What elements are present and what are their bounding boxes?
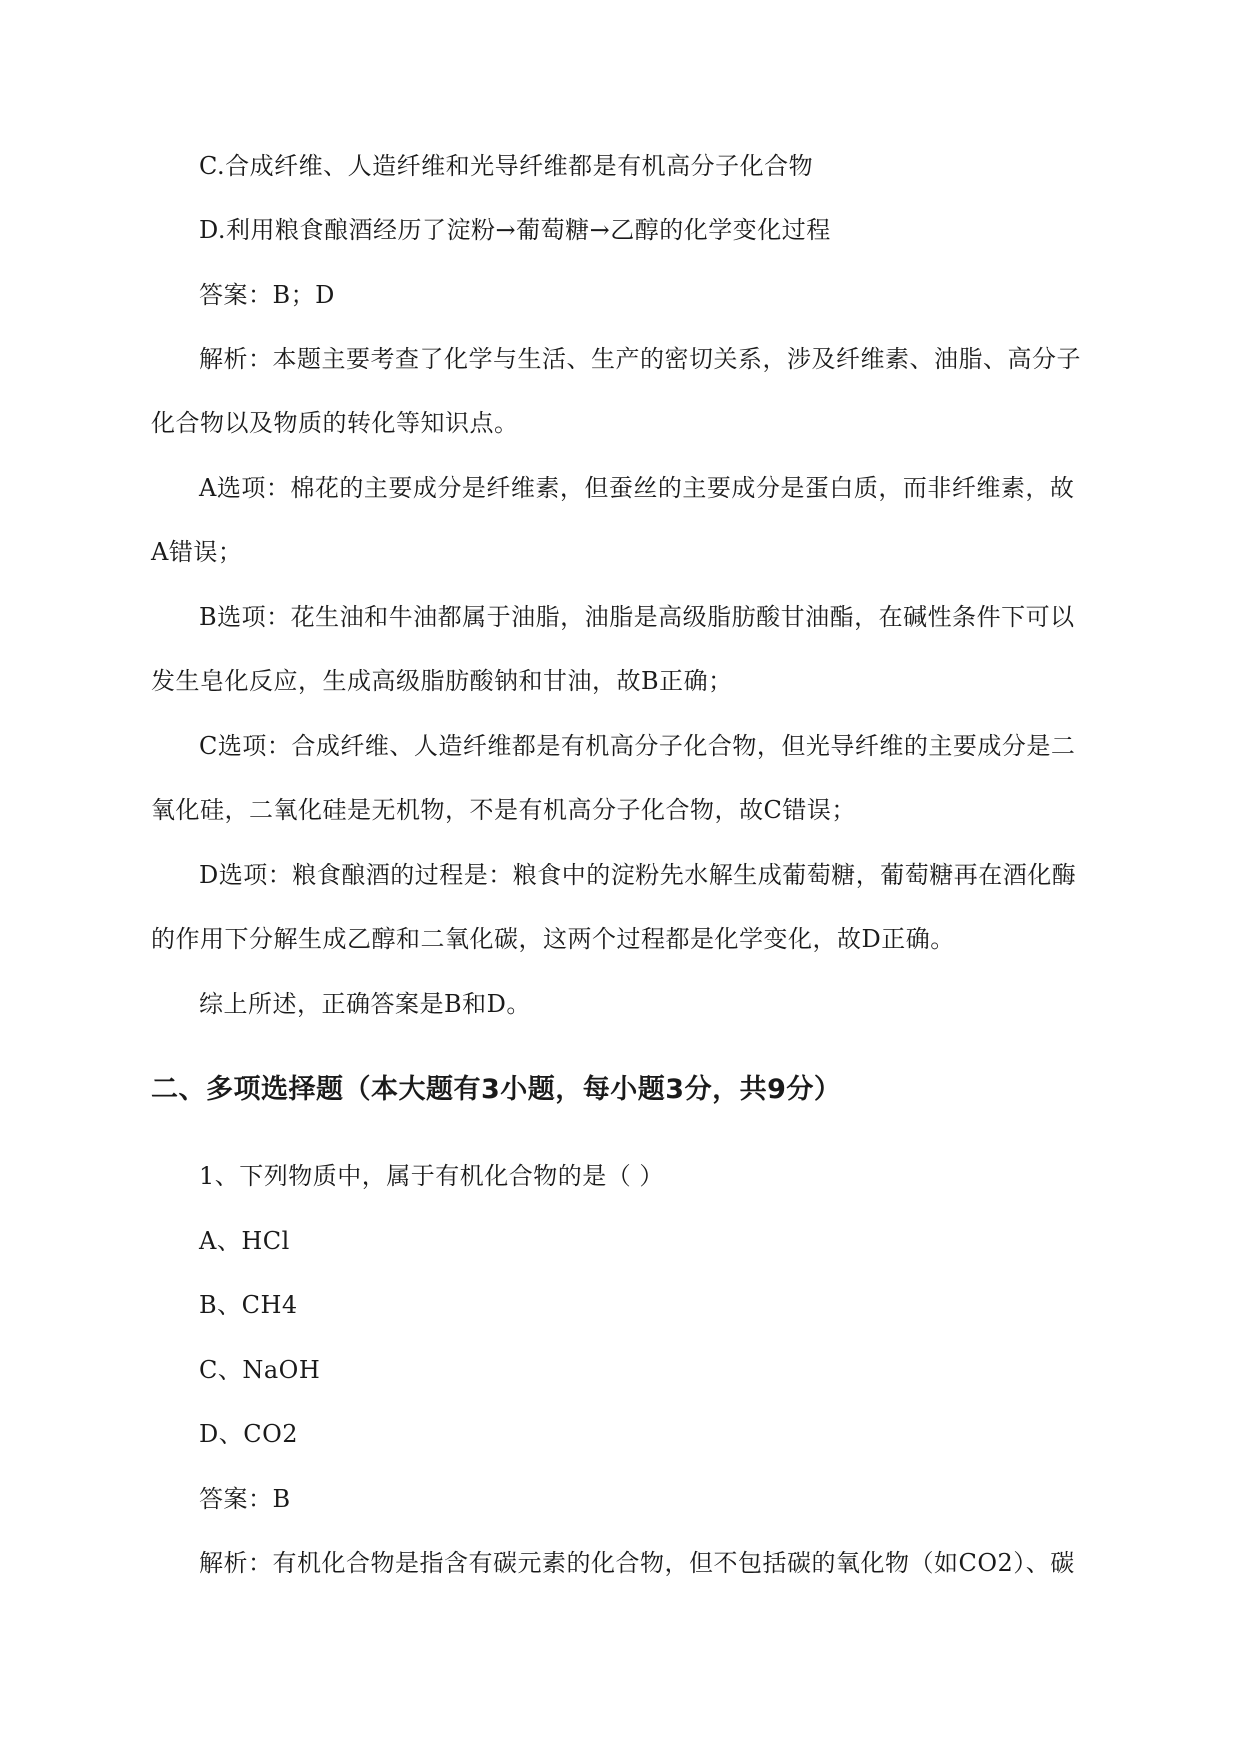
option-d-text: D.利用粮食酿酒经历了淀粉→葡萄糖→乙醇的化学变化过程 (199, 216, 831, 244)
option-c-text: C.合成纤维、人造纤维和光导纤维都是有机高分子化合物 (199, 152, 814, 180)
section-heading: 二、多项选择题（本大题有3小题，每小题3分，共9分） (151, 1074, 842, 1105)
question-answer: 答案：B (199, 1485, 291, 1513)
option-d-explanation-line-1: D选项：粮食酿酒的过程是：粮食中的淀粉先水解生成葡萄糖，葡萄糖再在酒化酶 (199, 861, 1077, 889)
question-analysis: 解析：有机化合物是指含有碳元素的化合物，但不包括碳的氧化物（如CO2）、碳 (199, 1549, 1075, 1577)
option-d: D、CO2 (199, 1420, 299, 1448)
answer-line: 答案：B；D (199, 281, 335, 309)
analysis-line-2: 化合物以及物质的转化等知识点。 (151, 409, 519, 437)
analysis-line-1: 解析：本题主要考查了化学与生活、生产的密切关系，涉及纤维素、油脂、高分子 (199, 345, 1081, 373)
question-text: 1、下列物质中，属于有机化合物的是（ ） (199, 1162, 664, 1190)
option-a: A、HCl (199, 1227, 290, 1255)
option-c-explanation-line-1: C选项：合成纤维、人造纤维都是有机高分子化合物，但光导纤维的主要成分是二 (199, 732, 1076, 760)
option-a-explanation-line-2: A错误； (151, 538, 243, 566)
option-b-explanation-line-2: 发生皂化反应，生成高级脂肪酸钠和甘油，故B正确； (151, 667, 733, 695)
option-b-explanation-line-1: B选项：花生油和牛油都属于油脂，油脂是高级脂肪酸甘油酯，在碱性条件下可以 (199, 603, 1075, 631)
option-d-explanation-line-2: 的作用下分解生成乙醇和二氧化碳，这两个过程都是化学变化，故D正确。 (151, 925, 955, 953)
option-a-explanation-line-1: A选项：棉花的主要成分是纤维素，但蚕丝的主要成分是蛋白质，而非纤维素，故 (199, 474, 1075, 502)
option-b: B、CH4 (199, 1291, 298, 1319)
option-c-explanation-line-2: 氧化硅，二氧化硅是无机物，不是有机高分子化合物，故C错误； (151, 796, 856, 824)
summary-line: 综上所述，正确答案是B和D。 (199, 990, 531, 1018)
option-c: C、NaOH (199, 1356, 321, 1384)
